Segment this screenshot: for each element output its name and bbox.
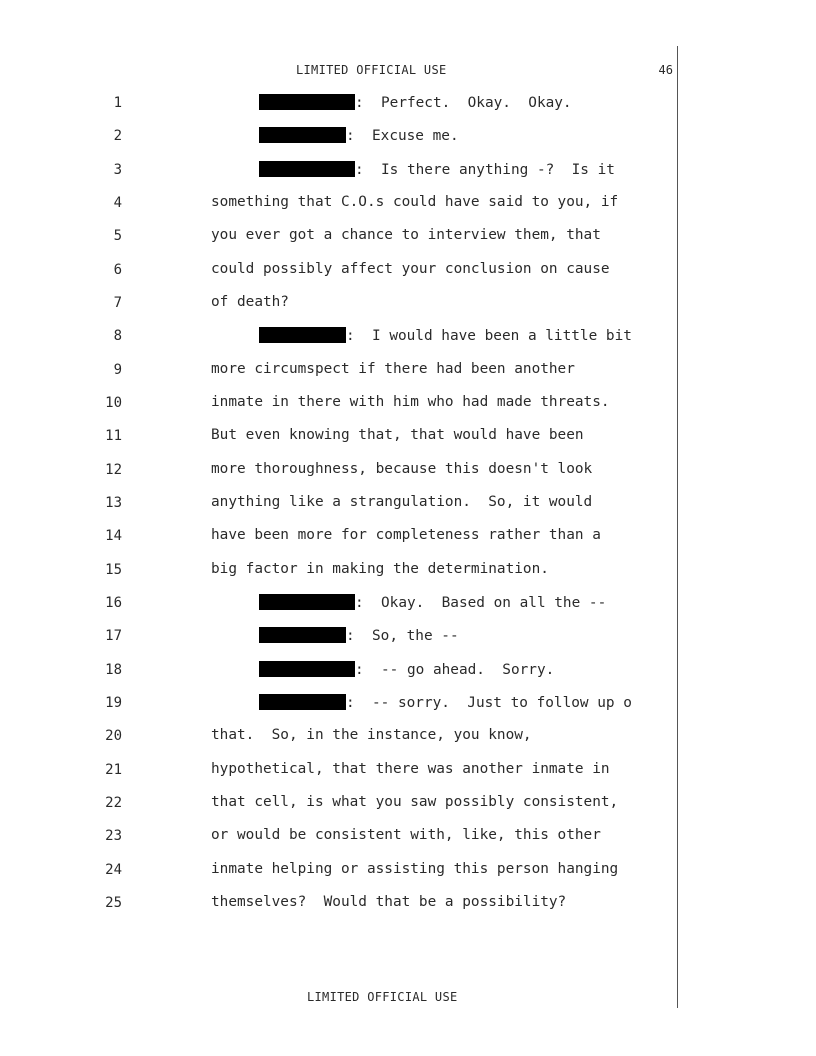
line-text: big factor in making the determination.	[211, 561, 549, 577]
redaction-box	[259, 661, 355, 677]
line-number: 19	[105, 695, 122, 711]
line-text: could possibly affect your conclusion on cause	[211, 261, 610, 277]
redaction-box	[259, 594, 355, 610]
transcript-line	[259, 161, 615, 178]
line-text: of death?	[211, 294, 289, 310]
line-number: 2	[113, 128, 122, 144]
line-number: 9	[113, 362, 122, 378]
line-text: : -- sorry. Just to follow up o	[346, 695, 632, 711]
margin-rule	[677, 46, 678, 1008]
line-number: 10	[105, 395, 122, 411]
transcript-line	[259, 627, 459, 644]
line-number: 1	[113, 95, 122, 111]
redaction-box	[259, 327, 346, 343]
transcript-line	[259, 94, 572, 111]
line-number: 4	[113, 195, 122, 211]
redaction-box	[259, 627, 346, 643]
line-number: 6	[113, 262, 122, 278]
redaction-box	[259, 127, 346, 143]
line-number: 7	[113, 295, 122, 311]
page-footer: LIMITED OFFICIAL USE	[307, 990, 458, 1004]
line-text: : Perfect. Okay. Okay.	[355, 95, 572, 111]
line-text: that cell, is what you saw possibly consistent,	[211, 794, 619, 810]
line-text: anything like a strangulation. So, it would	[211, 494, 593, 510]
line-number: 13	[105, 495, 122, 511]
line-number: 24	[105, 862, 122, 878]
line-text: more circumspect if there had been another	[211, 361, 575, 377]
line-number: 23	[105, 828, 122, 844]
line-number: 16	[105, 595, 122, 611]
transcript-line	[259, 694, 632, 711]
transcript-line	[259, 327, 632, 344]
line-number: 21	[105, 762, 122, 778]
transcript-line	[259, 594, 606, 611]
line-text: themselves? Would that be a possibility?	[211, 894, 567, 910]
line-text: : Okay. Based on all the --	[355, 595, 607, 611]
line-number: 11	[105, 428, 122, 444]
line-text: inmate helping or assisting this person hanging	[211, 861, 619, 877]
line-number: 15	[105, 562, 122, 578]
line-text: or would be consistent with, like, this other	[211, 827, 601, 843]
redaction-box	[259, 94, 355, 110]
line-text: : -- go ahead. Sorry.	[355, 662, 555, 678]
line-number: 12	[105, 462, 122, 478]
line-text: : So, the --	[346, 628, 459, 644]
line-text: : Is there anything -? Is it	[355, 162, 615, 178]
line-text: inmate in there with him who had made threats.	[211, 394, 610, 410]
line-number: 25	[105, 895, 122, 911]
redaction-box	[259, 161, 355, 177]
transcript-line	[259, 127, 459, 144]
transcript-line	[259, 661, 554, 678]
line-number: 14	[105, 528, 122, 544]
line-text: more thoroughness, because this doesn't look	[211, 461, 593, 477]
line-number: 22	[105, 795, 122, 811]
line-number: 17	[105, 628, 122, 644]
line-text: something that C.O.s could have said to you, if	[211, 194, 619, 210]
line-number: 8	[113, 328, 122, 344]
line-number: 3	[113, 162, 122, 178]
line-text: : I would have been a little bit	[346, 328, 632, 344]
line-text: that. So, in the instance, you know,	[211, 727, 532, 743]
line-text: have been more for completeness rather than a	[211, 527, 601, 543]
line-number: 18	[105, 662, 122, 678]
page-header: LIMITED OFFICIAL USE	[296, 63, 447, 77]
line-text: : Excuse me.	[346, 128, 459, 144]
redaction-box	[259, 694, 346, 710]
line-text: you ever got a chance to interview them, that	[211, 227, 601, 243]
page-number: 46	[658, 63, 673, 77]
line-number: 5	[113, 228, 122, 244]
line-text: hypothetical, that there was another inmate in	[211, 761, 610, 777]
line-number: 20	[105, 728, 122, 744]
line-text: But even knowing that, that would have been	[211, 427, 584, 443]
